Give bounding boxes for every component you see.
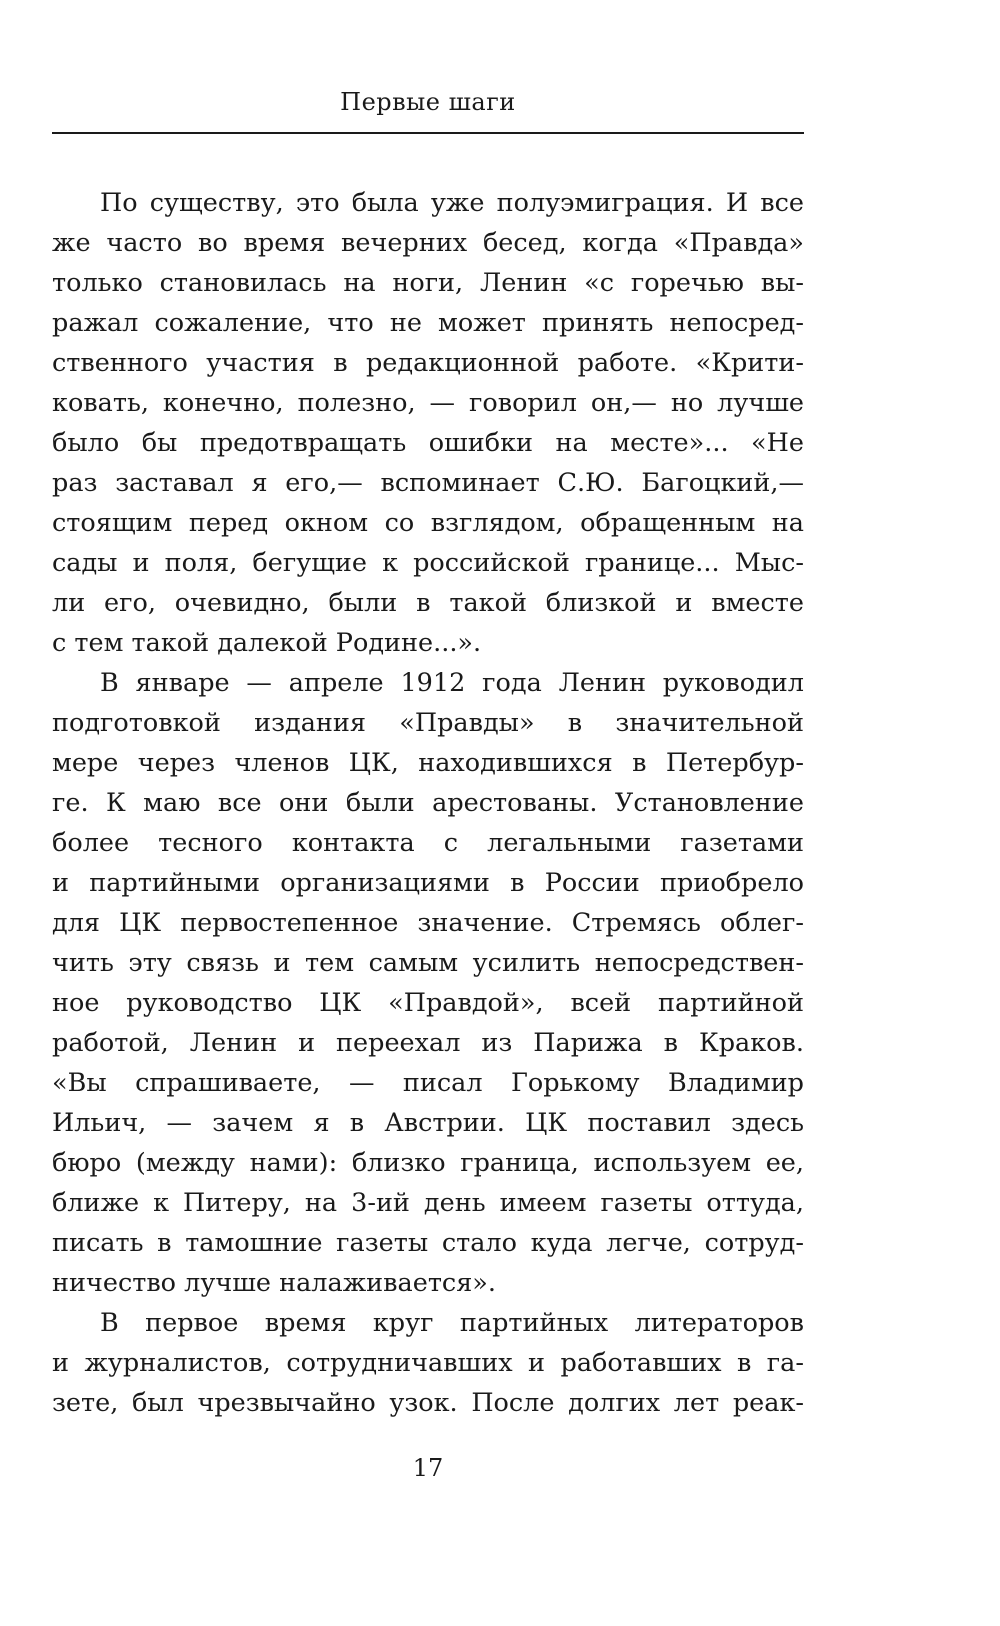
- text-line: и партийными организациями в России приобрело: [52, 868, 804, 898]
- text-line: ничество лучше налаживается».: [52, 1268, 496, 1298]
- paragraph-first-line: В январе — апреле 1912 года Ленин руководил: [100, 668, 804, 698]
- running-head: Первые шаги: [340, 88, 516, 116]
- text-line: стоящим перед окном со взглядом, обращенным на: [52, 508, 804, 538]
- text-line: было бы предотвращать ошибки на месте»... «Не: [52, 428, 804, 458]
- text-line: работой, Ленин и переехал из Парижа в Краков.: [52, 1028, 804, 1058]
- page-number: 17: [412, 1454, 444, 1482]
- text-line: Ильич, — зачем я в Австрии. ЦК поставил здесь: [52, 1108, 804, 1138]
- header-rule: [52, 132, 804, 134]
- text-line: для ЦК первостепенное значение. Стремясь облег-: [52, 908, 804, 938]
- body-text: [52, 183, 804, 1423]
- text-line: ли его, очевидно, были в такой близкой и вместе: [52, 588, 804, 618]
- text-line: ге. К маю все они были арестованы. Установление: [52, 788, 804, 818]
- text-line: сады и поля, бегущие к российской границе... Мыс-: [52, 548, 804, 578]
- text-line: писать в тамошние газеты стало куда легче, сотруд-: [52, 1228, 804, 1258]
- text-line: ковать, конечно, полезно, — говорил он,— но лучше: [52, 388, 804, 418]
- text-line: же часто во время вечерних бесед, когда «Правда»: [52, 228, 804, 258]
- text-line: ное руководство ЦК «Правдой», всей партийной: [52, 988, 804, 1018]
- text-line: подготовкой издания «Правды» в значительной: [52, 708, 804, 738]
- text-line: и журналистов, сотрудничавших и работавших в га-: [52, 1348, 804, 1378]
- text-line: зете, был чрезвычайно узок. После долгих лет реак-: [52, 1388, 804, 1418]
- text-line: ближе к Питеру, на 3-ий день имеем газеты оттуда,: [52, 1188, 804, 1218]
- paragraph-first-line: По существу, это была уже полуэмиграция. И все: [100, 188, 804, 218]
- text-line: чить эту связь и тем самым усилить непосредствен-: [52, 948, 804, 978]
- text-line: раз заставал я его,— вспоминает С.Ю. Багоцкий,—: [52, 468, 804, 498]
- text-line: с тем такой далекой Родине...».: [52, 628, 482, 658]
- text-line: ражал сожаление, что не может принять непосред-: [52, 308, 804, 338]
- paragraph-first-line: В первое время круг партийных литераторов: [100, 1308, 804, 1338]
- text-line: только становилась на ноги, Ленин «с горечью вы-: [52, 268, 804, 298]
- text-line: «Вы спрашиваете, — писал Горькому Владимир: [52, 1068, 804, 1098]
- text-line: мере через членов ЦК, находившихся в Петербур-: [52, 748, 804, 778]
- text-line: бюро (между нами): близко граница, используем ее,: [52, 1148, 804, 1178]
- text-line: ственного участия в редакционной работе. «Крити-: [52, 348, 804, 378]
- text-line: более тесного контакта с легальными газетами: [52, 828, 804, 858]
